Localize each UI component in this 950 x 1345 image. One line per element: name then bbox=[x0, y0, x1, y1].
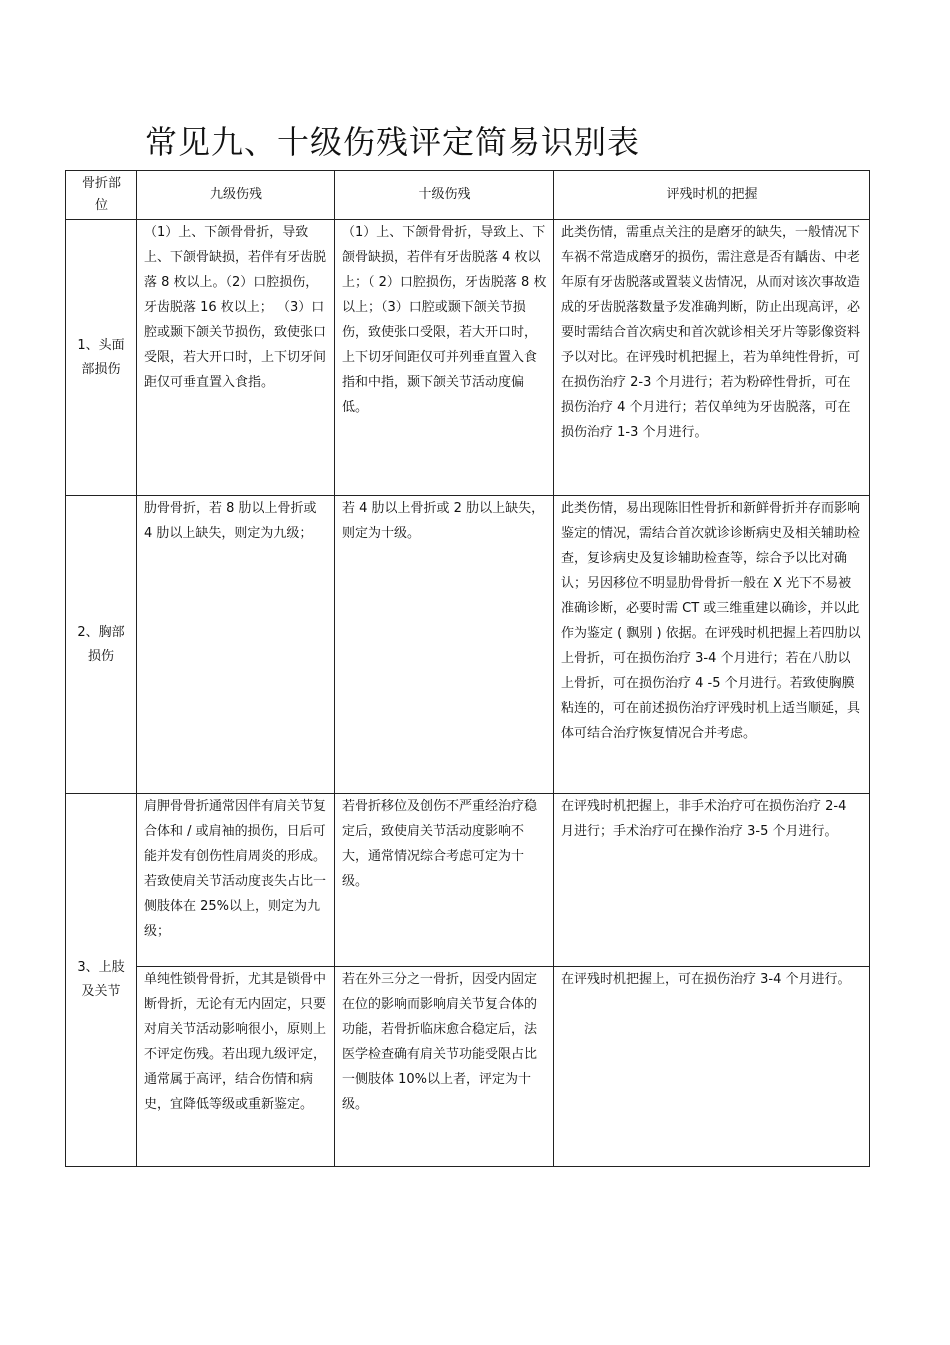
disability-table bbox=[65, 170, 870, 1167]
table-row bbox=[66, 794, 870, 967]
row-part-chest: 2、胸部 损伤 bbox=[66, 496, 137, 794]
table-row bbox=[66, 220, 870, 496]
cell-grade10: （1）上、下颌骨骨折，导致上、下颌骨缺损，若伴有牙齿脱落 4 枚以上；（ 2）口腔损伤，牙齿脱落 8 枚以上；（3）口腔或颞下颌关节损伤，致使张口受限，若大开口时，上下切牙间距仅可并列垂直置入食指和中指，颞下颌关节活动度偏低。 bbox=[335, 220, 554, 496]
cell-grade9: 肋骨骨折，若 8 肋以上骨折或 4 肋以上缺失，则定为九级； bbox=[137, 496, 335, 794]
cell-grade10: 若骨折移位及创伤不严重经治疗稳定后，致使肩关节活动度影响不大，通常情况综合考虑可定为十级。 bbox=[335, 794, 554, 967]
cell-grade10: 若在外三分之一骨折，因受内固定在位的影响而影响肩关节复合体的功能，若骨折临床愈合稳定后，法医学检查确有肩关节功能受限占比一侧肢体 10%以上者，评定为十级。 bbox=[335, 967, 554, 1167]
header-fracture-site: 骨折部 位 bbox=[66, 171, 137, 220]
cell-timing: 此类伤情，需重点关注的是磨牙的缺失，一般情况下车祸不常造成磨牙的损伤，需注意是否有龋齿、中老年原有牙齿脱落或置装义齿情况，从而对该次事故造成的牙齿脱落数量予发准确判断，防止出现高评，必要时需结合首次病史和首次就诊相关牙片等影像资料予以对比。在评残时机把握上，若为单纯性骨折，可在损伤治疗 2-3 个月进行；若为粉碎性骨折，可在损伤治疗 4 个月进行；若仅单纯为牙齿脱落，可在损伤治疗 1-3 个月进行。 bbox=[554, 220, 870, 496]
cell-grade10: 若 4 肋以上骨折或 2 肋以上缺失，则定为十级。 bbox=[335, 496, 554, 794]
table-row bbox=[66, 967, 870, 1167]
cell-grade9: 肩胛骨骨折通常因伴有肩关节复合体和 / 或肩袖的损伤，日后可能并发有创伤性肩周炎的形成。若致使肩关节活动度丧失占比一侧肢体在 25%以上，则定为九级； bbox=[137, 794, 335, 967]
cell-timing: 在评残时机把握上，非手术治疗可在损伤治疗 2-4 月进行；手术治疗可在操作治疗 3-5 个月进行。 bbox=[554, 794, 870, 967]
row-part-upper-limb: 3、上肢 及关节 bbox=[66, 794, 137, 1167]
table-row bbox=[66, 496, 870, 794]
header-grade10: 十级伤残 bbox=[335, 171, 554, 220]
document-title: 常见九、十级伤残评定简易识别表 bbox=[145, 123, 641, 161]
cell-timing: 在评残时机把握上，可在损伤治疗 3-4 个月进行。 bbox=[554, 967, 870, 1167]
header-grade9: 九级伤残 bbox=[137, 171, 335, 220]
cell-grade9: 单纯性锁骨骨折，尤其是锁骨中断骨折，无论有无内固定，只要对肩关节活动影响很小，原则上不评定伤残。若出现九级评定，通常属于高评，结合伤情和病史，宜降低等级或重新鉴定。 bbox=[137, 967, 335, 1167]
row-part-head-face: 1、头面 部损伤 bbox=[66, 220, 137, 496]
header-timing: 评残时机的把握 bbox=[554, 171, 870, 220]
cell-grade9: （1）上、下颌骨骨折，导致上、下颌骨缺损，若伴有牙齿脱落 8 枚以上。（2）口腔损伤，牙齿脱落 16 枚以上； （3）口腔或颞下颌关节损伤，致使张口受限，若大开口时，上下切牙间距仅可垂直置入食指。 bbox=[137, 220, 335, 496]
cell-timing: 此类伤情，易出现陈旧性骨折和新鲜骨折并存而影响鉴定的情况，需结合首次就诊诊断病史及相关辅助检查，复诊病史及复诊辅助检查等，综合予以比对确认；另因移位不明显肋骨骨折一般在 X 光下不易被准确诊断，必要时需 CT 或三维重建以确诊，并以此作为鉴定 ( 飘别 ) 依据。在评残时机把握上若四肋以上骨折，可在损伤治疗 3-4 个月进行；若在八肋以上骨折，可在损伤治疗 4 -5 个月进行。若致使胸膜粘连的，可在前述损伤治疗评残时机上适当顺延，具体可结合治疗恢复情况合并考虑。 bbox=[554, 496, 870, 794]
table-header-row bbox=[66, 171, 870, 220]
